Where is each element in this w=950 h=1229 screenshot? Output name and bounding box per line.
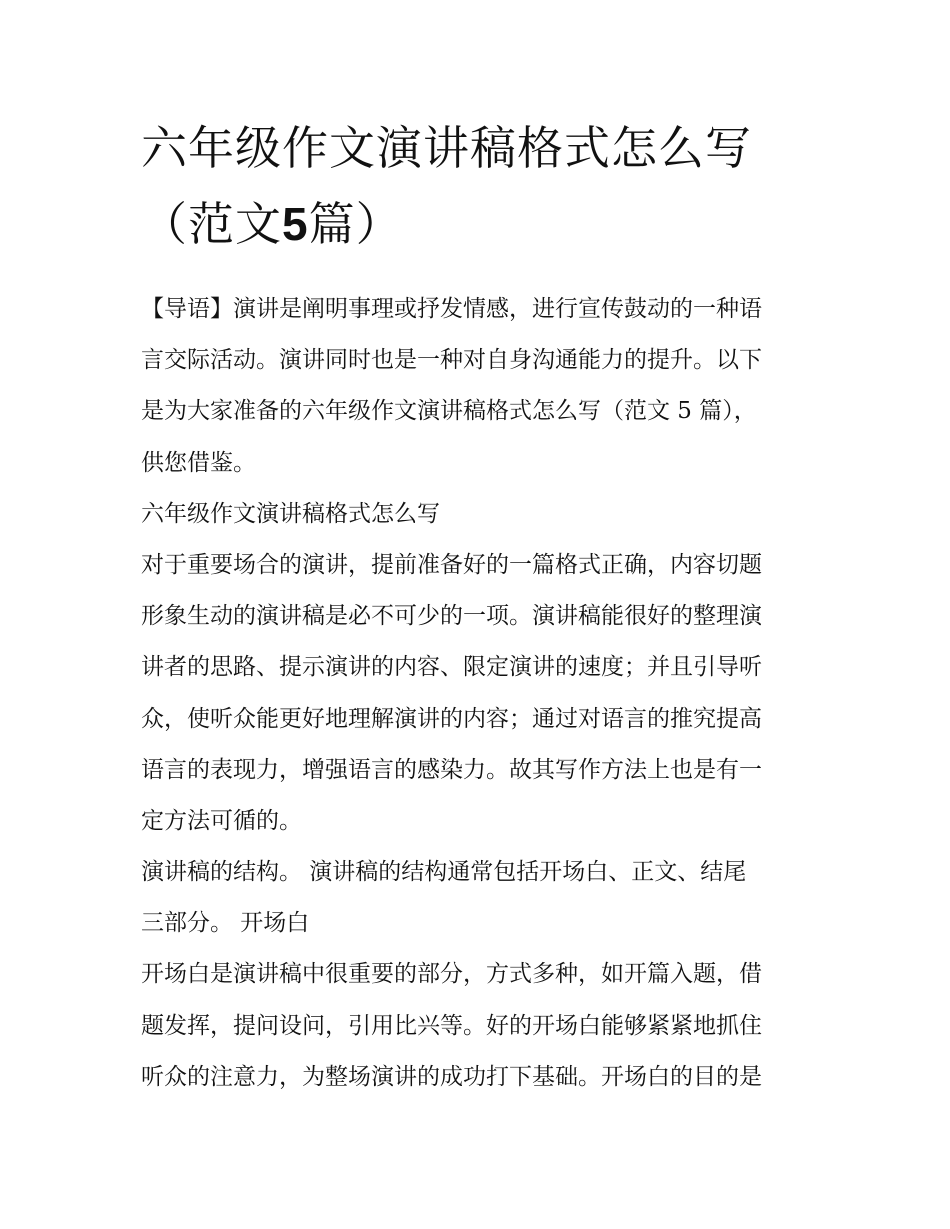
body-line: 众，使听众能更好地理解演讲的内容；通过对语言的推究提高 [141,705,762,732]
body-line: 演讲稿的结构。 演讲稿的结构通常包括开场白、正文、结尾 [141,859,747,886]
body-line: 开场白是演讲稿中很重要的部分，方式多种，如开篇入题，借 [141,961,762,988]
body-line: 题发挥，提问设问，引用比兴等。好的开场白能够紧紧地抓住 [141,1012,762,1039]
title-line-2 [141,186,813,262]
body-line: 供您借鉴。 [141,449,256,476]
body-line: 形象生动的演讲稿是必不可少的一项。演讲稿能很好的整理演 [141,603,762,630]
body-line: 语言的表现力，增强语言的感染力。故其写作方法上也是有一 [141,756,762,783]
body-line: 定方法可循的。 [141,807,302,834]
body-line: 对于重要场合的演讲，提前准备好的一篇格式正确，内容切题 [141,551,762,578]
document-title [141,110,813,262]
document-page [141,110,813,1103]
body-line: 是为大家准备的六年级作文演讲稿格式怎么写（范文 5 篇）， [141,398,757,425]
title-line-1: 六年级作文演讲稿格式怎么写 [141,121,752,175]
body-line: 听众的注意力，为整场演讲的成功打下基础。开场白的目的是 [141,1063,762,1090]
title-prefix: （范文 [141,197,282,251]
section-heading: 六年级作文演讲稿格式怎么写 [141,500,440,527]
body-line: 【导语】演讲是阐明事理或抒发情感，进行宣传鼓动的一种语 [141,296,762,322]
body-line: 言交际活动。演讲同时也是一种对自身沟通能力的提升。以下 [141,347,762,374]
title-suffix: 篇） [308,197,403,251]
document-body [141,284,813,1103]
body-line: 讲者的思路、提示演讲的内容、限定演讲的速度；并且引导听 [141,654,762,681]
body-line: 三部分。 开场白 [141,910,310,937]
title-number: 5 [282,198,309,250]
